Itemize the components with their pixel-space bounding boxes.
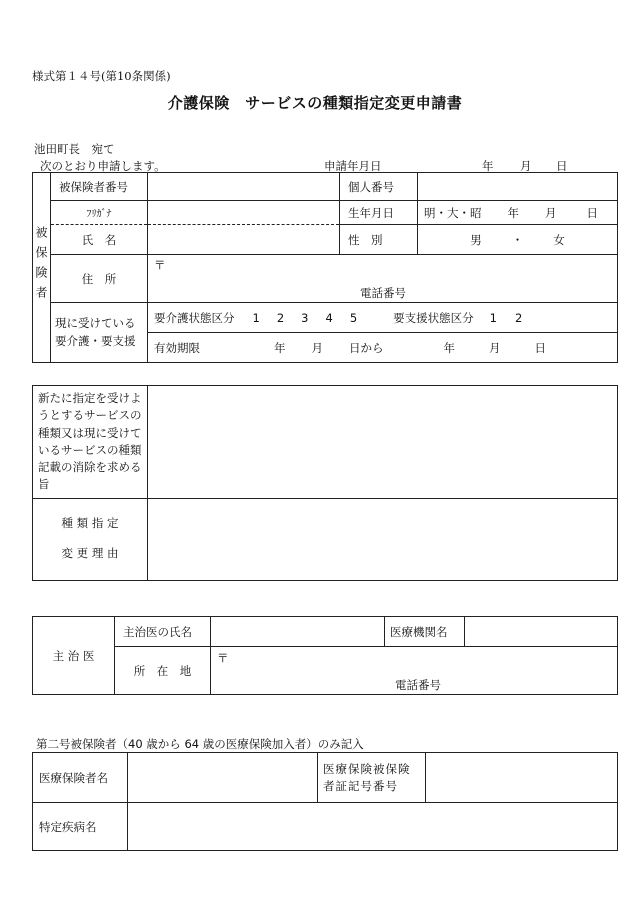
validity-from-label: 日から bbox=[349, 340, 384, 355]
furigana-field[interactable] bbox=[148, 201, 340, 225]
name-label: 氏 名 bbox=[51, 225, 148, 255]
sex-female[interactable]: 女 bbox=[553, 232, 565, 247]
form-number: 様式第１４号(第10条関係) bbox=[32, 69, 171, 83]
validity-from-year: 年 bbox=[274, 340, 286, 355]
institution-label: 医療機関名 bbox=[385, 617, 465, 647]
doctor-name-field[interactable] bbox=[211, 617, 385, 647]
service-request-label: 新たに指定を受けようとするサービスの種類又は現に受けているサービスの種類記載の消除を求める旨 bbox=[33, 386, 148, 499]
institution-field[interactable] bbox=[465, 617, 618, 647]
sex-dot: ・ bbox=[511, 232, 524, 247]
birth-year-label: 年 bbox=[507, 205, 519, 220]
care-level-label: 現に受けている要介護・要支援 bbox=[51, 303, 148, 363]
disease-field[interactable] bbox=[128, 803, 618, 851]
care-level-field[interactable] bbox=[148, 303, 618, 333]
reason-label bbox=[33, 498, 148, 580]
address-phone-label: 電話番号 bbox=[360, 286, 406, 300]
validity-to-day: 日 bbox=[534, 340, 546, 355]
validity-from-month: 月 bbox=[311, 340, 323, 355]
service-request-field[interactable] bbox=[148, 386, 618, 499]
application-month-label: 月 bbox=[520, 159, 532, 173]
sex-field[interactable] bbox=[418, 225, 618, 255]
secondary-note: 第二号被保険者（40 歳から 64 歳の医療保険加入者）のみ記入 bbox=[36, 737, 364, 751]
insured-number-label: 被保険者番号 bbox=[51, 173, 148, 201]
reason-field[interactable] bbox=[148, 498, 618, 580]
support-level-1[interactable]: 1 bbox=[489, 310, 497, 325]
personal-number-label: 個人番号 bbox=[340, 173, 418, 201]
application-date-label: 申請年月日 bbox=[324, 159, 382, 173]
request-table bbox=[32, 385, 618, 581]
care-category-label: 要介護状態区分 bbox=[154, 310, 235, 325]
reason-label-line1: 種 類 指 定 bbox=[61, 516, 119, 531]
validity-to-year: 年 bbox=[443, 340, 455, 355]
insured-card-field[interactable] bbox=[426, 753, 618, 803]
statement: 次のとおり申請します。 bbox=[40, 159, 166, 173]
insured-table bbox=[32, 172, 618, 363]
furigana-label: ﾌﾘｶﾞﾅ bbox=[51, 201, 148, 225]
insured-section-label: 被保険者 bbox=[33, 173, 51, 363]
care-level-4[interactable]: 4 bbox=[325, 310, 333, 325]
birthdate-label: 生年月日 bbox=[340, 201, 418, 225]
sex-label: 性 別 bbox=[340, 225, 418, 255]
address-label: 住 所 bbox=[51, 255, 148, 303]
birthdate-field[interactable] bbox=[418, 201, 618, 225]
support-level-2[interactable]: 2 bbox=[514, 310, 523, 325]
reason-label-line2: 変 更 理 由 bbox=[61, 546, 119, 560]
doctor-section-label: 主 治 医 bbox=[33, 617, 115, 695]
care-level-1[interactable]: 1 bbox=[252, 310, 260, 325]
page-title: 介護保険 サービスの種類指定変更申請書 bbox=[167, 94, 463, 112]
name-field[interactable] bbox=[148, 225, 340, 255]
disease-label: 特定疾病名 bbox=[33, 803, 128, 851]
validity-to-month: 月 bbox=[489, 340, 501, 355]
application-year-label: 年 bbox=[482, 159, 494, 173]
doctor-name-label: 主治医の氏名 bbox=[115, 617, 211, 647]
era-options: 明・大・昭 bbox=[424, 205, 482, 220]
addressee: 池田町長 宛て bbox=[34, 142, 115, 156]
address-field[interactable] bbox=[148, 255, 618, 303]
care-level-5[interactable]: 5 bbox=[349, 310, 358, 325]
birth-month-label: 月 bbox=[545, 205, 557, 220]
birth-day-label: 日 bbox=[586, 205, 598, 220]
validity-label: 有効期限 bbox=[154, 340, 200, 355]
insurer-name-field[interactable] bbox=[128, 753, 318, 803]
personal-number-boxes[interactable] bbox=[418, 173, 618, 201]
care-level-2[interactable]: 2 bbox=[276, 310, 285, 325]
validity-field[interactable] bbox=[148, 333, 618, 363]
secondary-table bbox=[32, 752, 618, 851]
care-level-3[interactable]: 3 bbox=[301, 310, 309, 325]
insured-number-boxes[interactable] bbox=[148, 173, 340, 201]
doctor-location-field[interactable] bbox=[211, 647, 618, 695]
application-day-label: 日 bbox=[556, 159, 568, 173]
insured-card-label: 医療保険被保険者証記号番号 bbox=[318, 753, 426, 803]
address-postal-mark: 〒 bbox=[154, 258, 166, 272]
doctor-table bbox=[32, 616, 618, 695]
insurer-name-label: 医療保険者名 bbox=[33, 753, 128, 803]
doctor-location-label: 所 在 地 bbox=[115, 647, 211, 695]
sex-male[interactable]: 男 bbox=[470, 232, 482, 247]
doctor-phone-label: 電話番号 bbox=[395, 678, 441, 692]
doctor-postal-mark: 〒 bbox=[217, 651, 229, 665]
support-category-label: 要支援状態区分 bbox=[393, 310, 474, 325]
